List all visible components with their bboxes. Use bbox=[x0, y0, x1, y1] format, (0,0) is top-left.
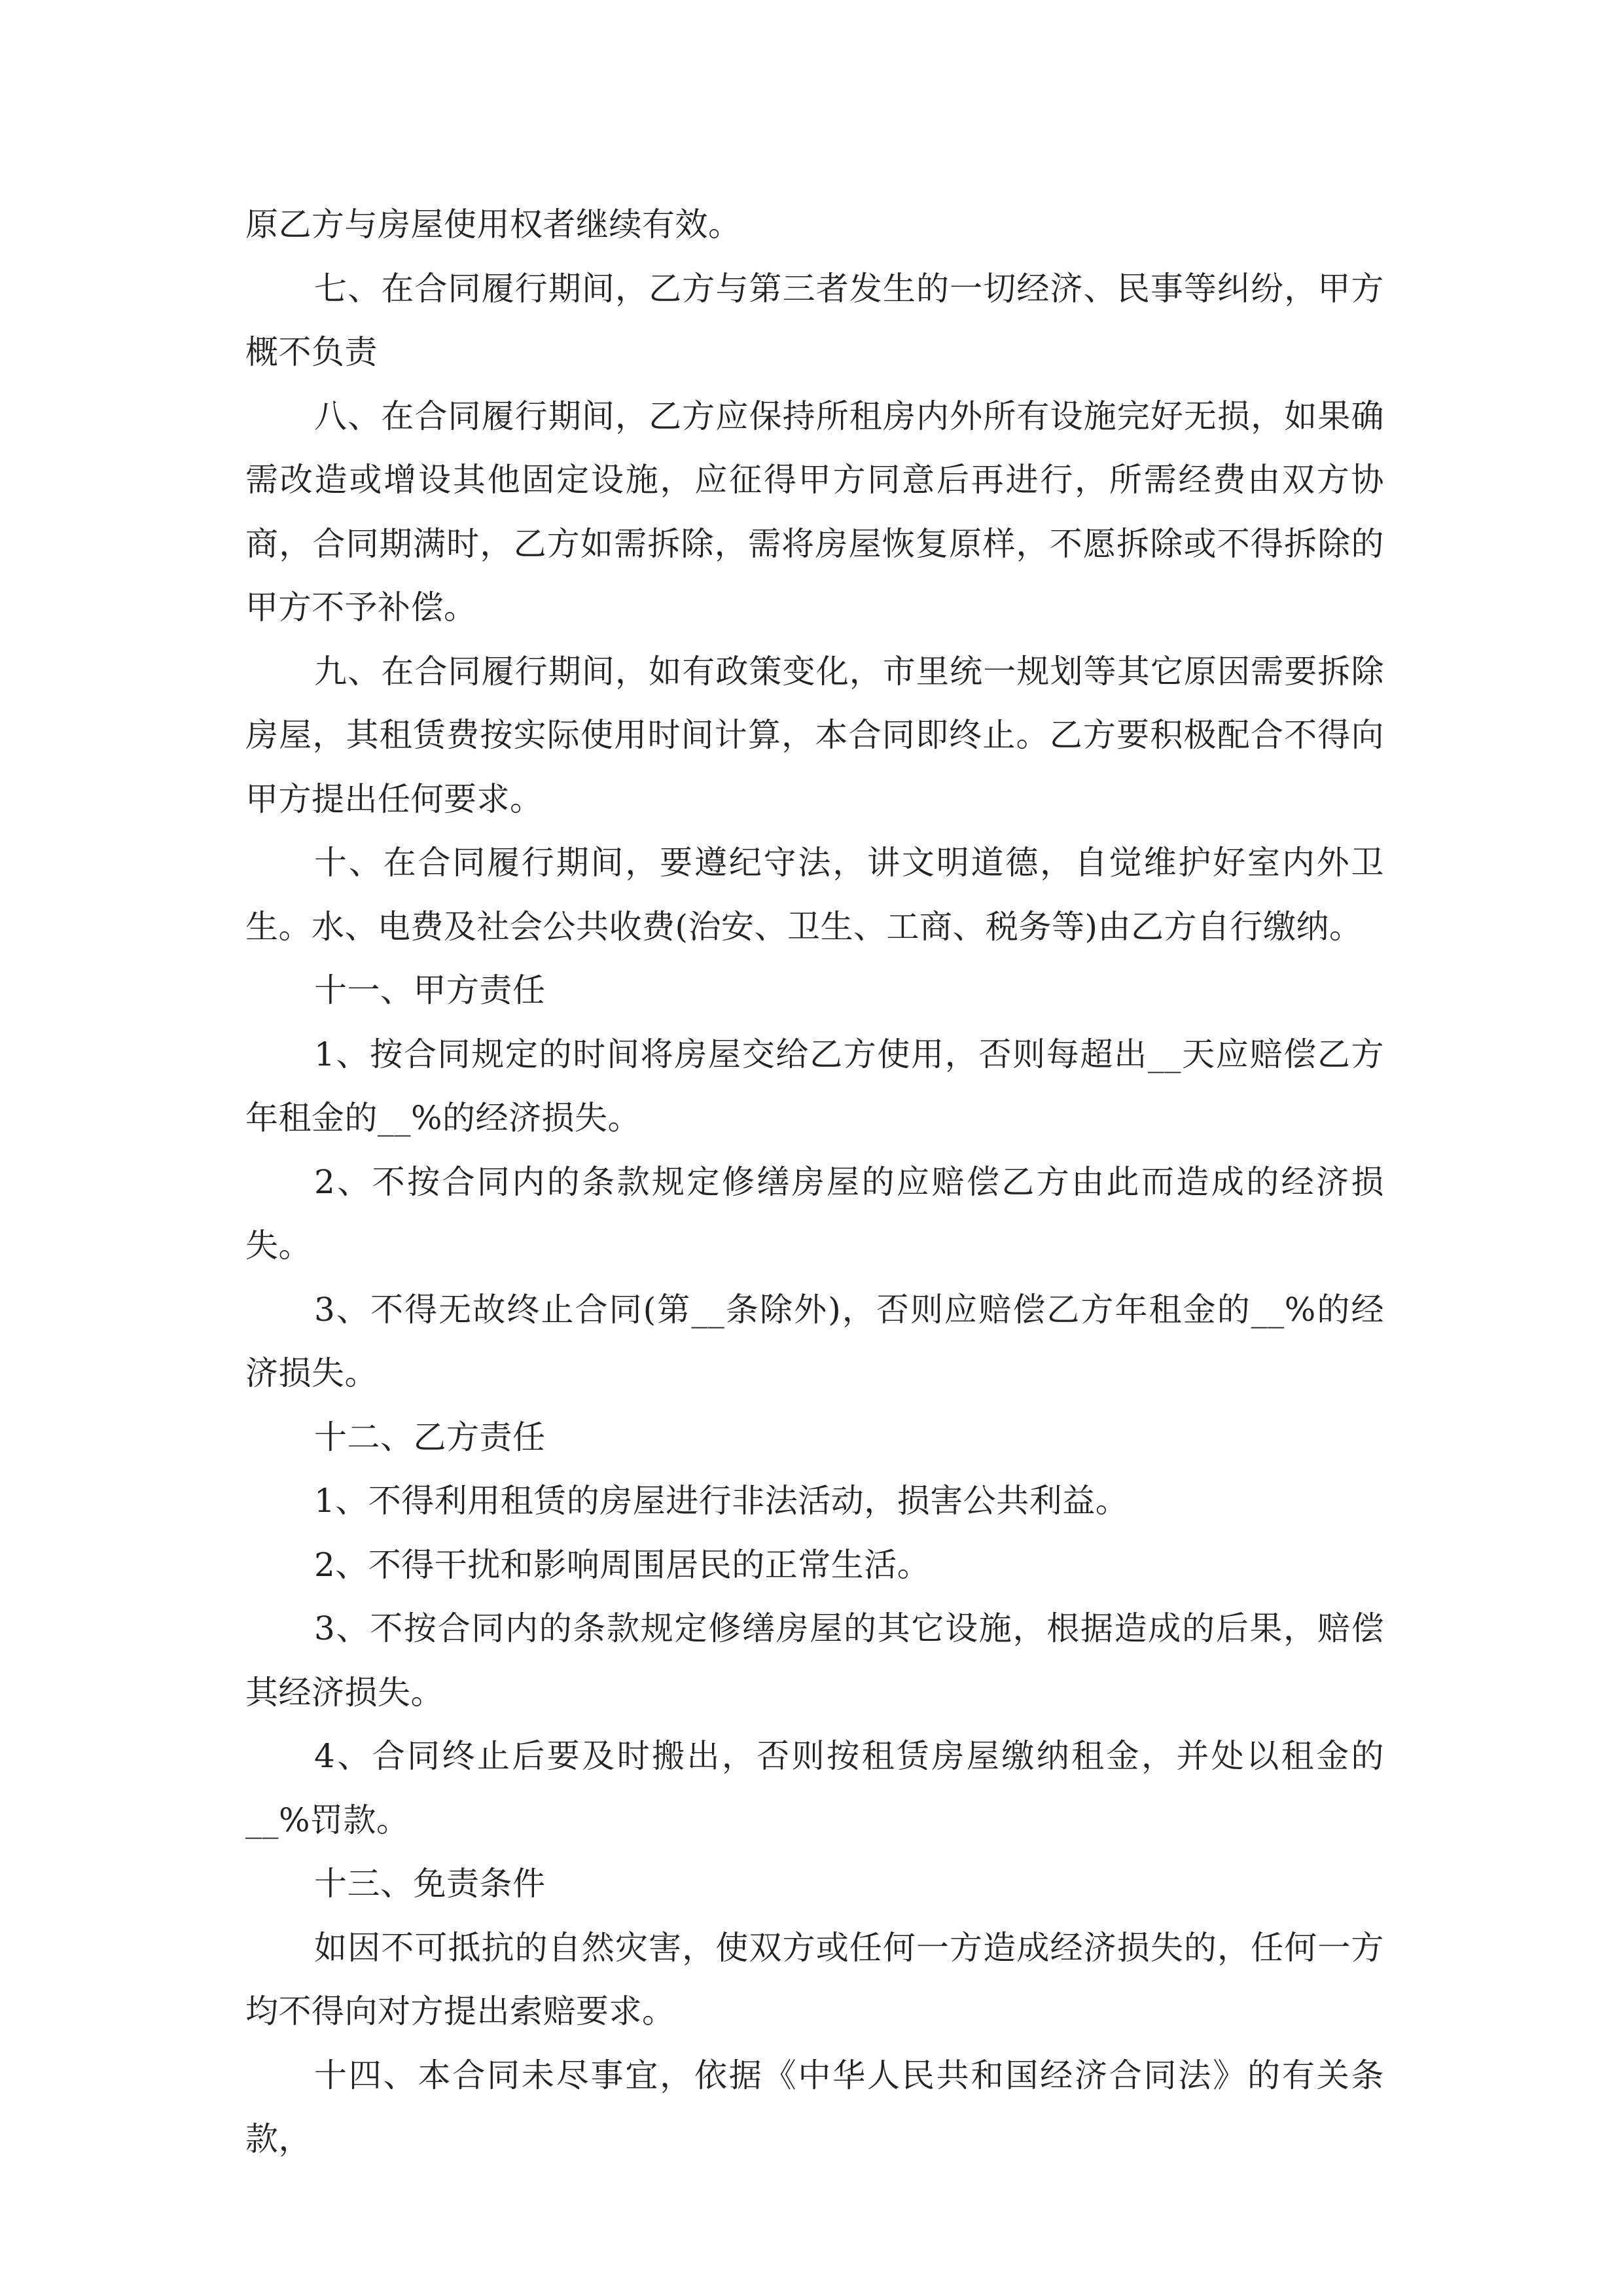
paragraph-continuation: 原乙方与房屋使用权者继续有效。 bbox=[245, 206, 741, 243]
clause-12-item-2: 2、不得干扰和影响周围居民的正常生活。 bbox=[314, 1545, 931, 1584]
clause-12-item-3: 3、不按合同内的条款规定修缮房屋的其它设施，根据造成的后果，赔偿其经济损失。 bbox=[245, 1609, 1384, 1712]
clause-14: 十四、本合同未尽事宜，依据《中华人民共和国经济合同法》的有关条款， bbox=[245, 2056, 1384, 2158]
clause-12-heading: 十二、乙方责任 bbox=[314, 1418, 546, 1456]
clause-12-item-4: 4、合同终止后要及时搬出，否则按租赁房屋缴纳租金，并处以租金的__%罚款。 bbox=[245, 1737, 1384, 1839]
clause-13-heading: 十三、免责条件 bbox=[314, 1865, 546, 1903]
clause-7: 七、在合同履行期间，乙方与第三者发生的一切经济、民事等纠纷，甲方概不负责 bbox=[245, 269, 1384, 371]
clause-10: 十、在合同履行期间，要遵纪守法，讲文明道德，自觉维护好室内外卫生。水、电费及社会公共收费(治安、卫生、工商、税务等)由乙方自行缴纳。 bbox=[245, 844, 1384, 946]
clause-11-item-1: 1、按合同规定的时间将房屋交给乙方使用，否则每超出__天应赔偿乙方年租金的__%的经济损失。 bbox=[245, 1035, 1384, 1137]
clause-9: 九、在合同履行期间，如有政策变化，市里统一规划等其它原因需要拆除房屋，其租赁费按实际使用时间计算，本合同即终止。乙方要积极配合不得向甲方提出任何要求。 bbox=[245, 652, 1384, 818]
clause-8: 八、在合同履行期间，乙方应保持所租房内外所有设施完好无损，如果确需改造或增设其他固定设施，应征得甲方同意后再进行，所需经费由双方协商，合同期满时，乙方如需拆除，需将房屋恢复原样，不愿拆除或不得拆除的甲方不予补偿。 bbox=[245, 397, 1384, 626]
clause-11-item-2: 2、不按合同内的条款规定修缮房屋的应赔偿乙方由此而造成的经济损失。 bbox=[245, 1162, 1384, 1265]
clause-13-body: 如因不可抵抗的自然灾害，使双方或任何一方造成经济损失的，任何一方均不得向对方提出索赔要求。 bbox=[245, 1928, 1384, 2030]
document-body bbox=[245, 193, 1384, 2172]
clause-11-heading: 十一、甲方责任 bbox=[314, 971, 546, 1009]
clause-12-item-1: 1、不得利用租赁的房屋进行非法活动，损害公共利益。 bbox=[314, 1482, 1129, 1520]
clause-11-item-3: 3、不得无故终止合同(第__条除外)，否则应赔偿乙方年租金的__%的经济损失。 bbox=[245, 1290, 1384, 1392]
